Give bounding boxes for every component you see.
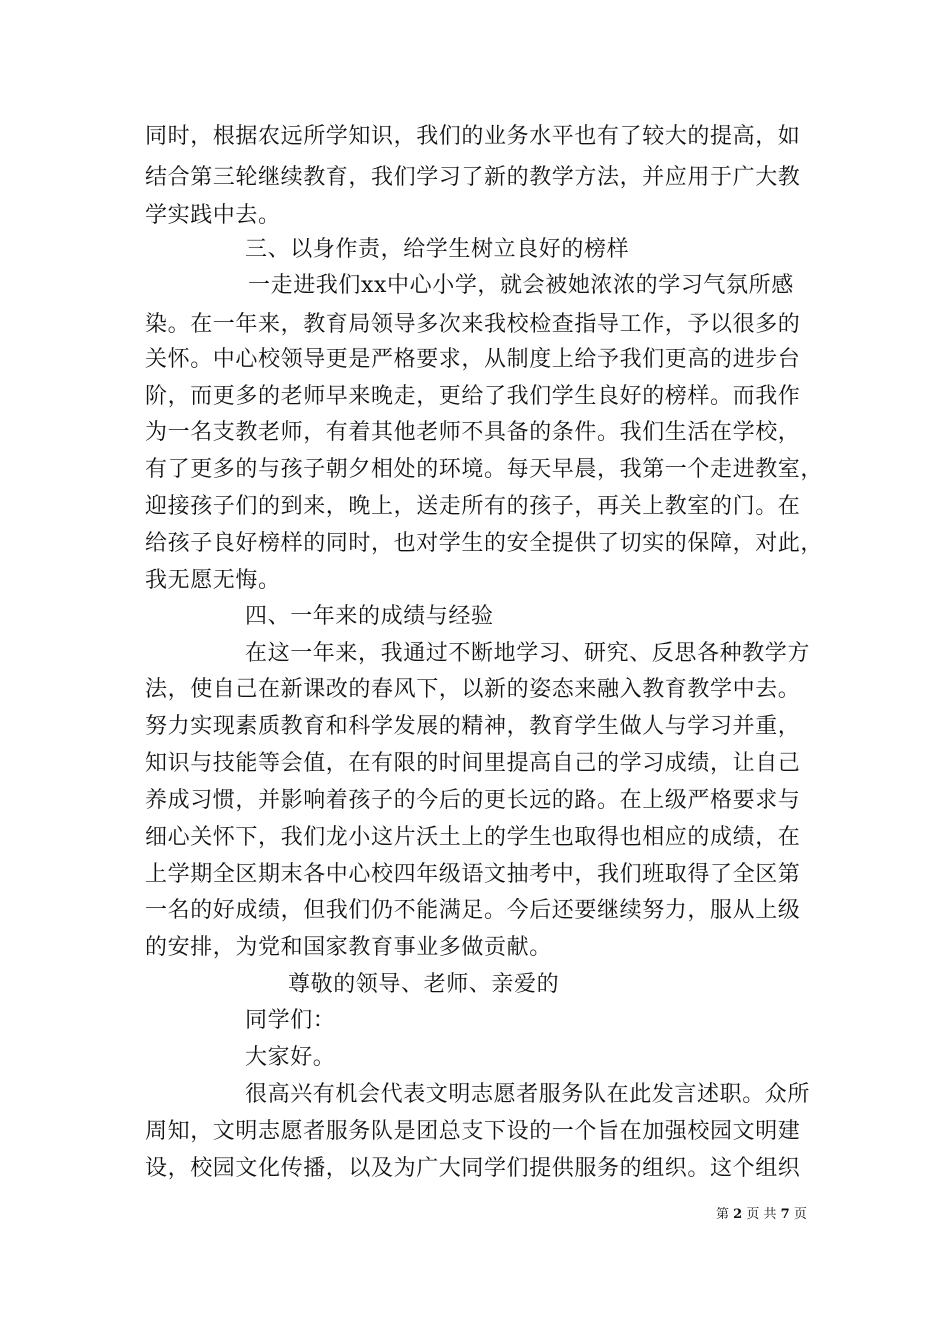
salutation: 尊敬的领导、老师、亲爱的	[288, 972, 560, 997]
text-line: 关怀。中心校领导更是严格要求，从制度上给予我们更高的进步台	[145, 347, 801, 372]
text-line: 知识与技能等会值，在有限的时间里提高自己的学习成绩，让自己	[145, 751, 801, 776]
text-line: 努力实现素质教育和科学发展的精神，教育学生做人与学习并重，	[145, 714, 801, 739]
text-line: 周知，文明志愿者服务队是团总支下设的一个旨在加强校园文明建	[145, 1119, 801, 1144]
text-line: 染。在一年来，教育局领导多次来我校检查指导工作，予以很多的	[145, 312, 801, 337]
section-heading: 四、一年来的成绩与经验	[245, 604, 494, 629]
text-line: 为一名支教老师，有着其他老师不具备的条件。我们生活在学校，	[145, 420, 801, 445]
text-line: 在这一年来，我通过不断地学习、研究、反思各种教学方	[245, 641, 811, 666]
text-line: 养成习惯，并影响着孩子的今后的更长远的路。在上级严格要求与	[145, 788, 801, 813]
text-line: 的安排，为党和国家教育事业多做贡献。	[145, 935, 552, 960]
text-line: 给孩子良好榜样的同时，也对学生的安全提供了切实的保障，对此，	[145, 531, 824, 556]
text-line: 很高兴有机会代表文明志愿者服务队在此发言述职。众所	[245, 1082, 811, 1107]
total-pages-number: 7	[780, 1207, 790, 1222]
footer-middle: 页 共	[746, 1207, 777, 1222]
text-line: 迎接孩子们的到来，晚上，送走所有的孩子，再关上教室的门。在	[145, 494, 801, 519]
text-line: 一名的好成绩，但我们仍不能满足。今后还要继续努力，服从上级	[145, 898, 801, 923]
text-line: 细心关怀下，我们龙小这片沃土上的学生也取得也相应的成绩，在	[145, 825, 801, 850]
footer-suffix: 页	[793, 1207, 807, 1222]
current-page-number: 2	[733, 1207, 743, 1222]
footer-prefix: 第	[716, 1207, 730, 1222]
text-line: 结合第三轮继续教育，我们学习了新的教学方法，并应用于广大教	[145, 165, 801, 190]
text-line: 上学期全区期末各中心校四年级语文抽考中，我们班取得了全区第	[145, 862, 801, 887]
text-line: 设，校园文化传播，以及为广大同学们提供服务的组织。这个组织	[145, 1156, 801, 1181]
page-footer	[716, 1206, 807, 1224]
text-line: 法，使自己在新课改的春风下，以新的姿态来融入教育教学中去。	[145, 677, 801, 702]
greeting: 大家好。	[245, 1045, 336, 1070]
section-heading: 三、以身作责，给学生树立良好的榜样	[245, 237, 630, 262]
text-line: 同时，根据农远所学知识，我们的业务水平也有了较大的提高，如	[145, 124, 801, 149]
text-line: 有了更多的与孩子朝夕相处的环境。每天早晨，我第一个走进教室，	[145, 457, 824, 482]
salutation: 同学们：	[245, 1008, 336, 1033]
text-line: 学实践中去。	[145, 203, 281, 228]
text-line: 阶，而更多的老师早来晚走，更给了我们学生良好的榜样。而我作	[145, 384, 801, 409]
text-line: 我无愿无悔。	[145, 568, 281, 593]
text-line: 一走进我们xx中心小学，就会被她浓浓的学习气氛所感	[248, 273, 794, 298]
